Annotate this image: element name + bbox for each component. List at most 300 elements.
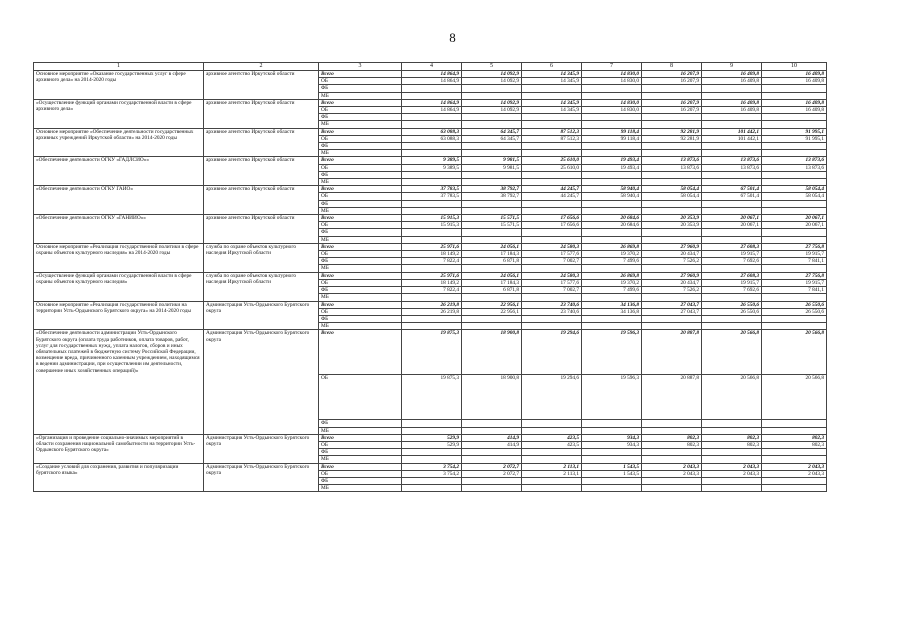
funding-source-label: Всего: [319, 186, 402, 193]
amount-cell: [582, 315, 642, 322]
amount-cell: 20 067,1: [702, 222, 762, 229]
funding-source-label: ФБ: [319, 449, 402, 456]
funding-source-label: МБ: [319, 265, 402, 272]
amount-cell: 529,9: [402, 434, 462, 441]
amount-cell: [702, 121, 762, 128]
amount-cell: [702, 323, 762, 330]
amount-cell: 14 345,9: [522, 107, 582, 114]
amount-cell: 7 526,2: [642, 258, 702, 265]
activity-name: Основное мероприятие «Оказание государственных услуг в сфере архивного дела» на 2014-2020 годы: [34, 71, 204, 100]
amount-cell: 99 118,4: [582, 128, 642, 135]
amount-cell: 26 219,8: [402, 308, 462, 315]
amount-cell: 1 543,5: [582, 470, 642, 477]
amount-cell: [462, 427, 522, 434]
executor-name: Администрация Усть-Ордынского Бурятского округа: [204, 434, 319, 463]
amount-cell: 38 792,7: [462, 186, 522, 193]
table-row: [34, 157, 827, 164]
amount-cell: [462, 150, 522, 157]
executor-name: архивное агентство Иркутской области: [204, 186, 319, 215]
table-row: [34, 186, 827, 193]
column-header: 10: [762, 63, 827, 71]
activity-name: «Организация и проведение социально-значимых мероприятий в области сохранения национальной самобытности на территории Усть-Ордынского Бурятского округа»: [34, 434, 204, 463]
amount-cell: 34 136,8: [582, 301, 642, 308]
column-header: 7: [582, 63, 642, 71]
amount-cell: [642, 179, 702, 186]
executor-name: Администрация Усть-Ордынского Бурятского округа: [204, 301, 319, 330]
amount-cell: 101 442,1: [702, 128, 762, 135]
funding-source-label: ОБ: [319, 222, 402, 229]
amount-cell: 2 043,3: [702, 470, 762, 477]
amount-cell: 2 043,3: [642, 463, 702, 470]
amount-cell: 7 002,7: [522, 287, 582, 294]
amount-cell: 58 054,4: [762, 193, 827, 200]
amount-cell: 16 409,8: [702, 107, 762, 114]
amount-cell: 14 092,9: [462, 99, 522, 106]
amount-cell: [402, 485, 462, 492]
amount-cell: [702, 427, 762, 434]
executor-name: служба по охране объектов культурного наследия Иркутской области: [204, 272, 319, 301]
amount-cell: 20 887,8: [642, 330, 702, 375]
funding-source-label: МБ: [319, 179, 402, 186]
amount-cell: 14 345,9: [522, 78, 582, 85]
header-row: [34, 63, 827, 71]
amount-cell: [462, 171, 522, 178]
amount-cell: 27 043,7: [642, 301, 702, 308]
amount-cell: [702, 265, 762, 272]
amount-cell: 22 956,1: [462, 308, 522, 315]
amount-cell: 802,3: [642, 434, 702, 441]
amount-cell: [402, 121, 462, 128]
amount-cell: 25 971,6: [402, 243, 462, 250]
amount-cell: [582, 323, 642, 330]
amount-cell: 58 054,4: [762, 186, 827, 193]
funding-source-label: ФБ: [319, 200, 402, 207]
amount-cell: 20 067,1: [762, 222, 827, 229]
amount-cell: [702, 200, 762, 207]
amount-cell: [642, 420, 702, 427]
amount-cell: [762, 294, 827, 301]
amount-cell: 19 915,7: [702, 279, 762, 286]
amount-cell: [462, 323, 522, 330]
column-header: 2: [204, 63, 319, 71]
amount-cell: 414,9: [462, 441, 522, 448]
amount-cell: 1 543,5: [582, 463, 642, 470]
funding-source-label: ФБ: [319, 287, 402, 294]
amount-cell: [582, 114, 642, 121]
table-row: [34, 301, 827, 308]
executor-name: архивное агентство Иркутской области: [204, 215, 319, 244]
funding-source-label: МБ: [319, 92, 402, 99]
amount-cell: 64 345,7: [462, 128, 522, 135]
amount-cell: 16 207,9: [642, 78, 702, 85]
amount-cell: [402, 200, 462, 207]
amount-cell: [462, 420, 522, 427]
amount-cell: [522, 427, 582, 434]
column-header: 5: [462, 63, 522, 71]
amount-cell: 24 580,3: [522, 272, 582, 279]
amount-cell: [462, 179, 522, 186]
amount-cell: [642, 171, 702, 178]
amount-cell: 67 501,4: [702, 193, 762, 200]
amount-cell: [522, 171, 582, 178]
amount-cell: [582, 92, 642, 99]
amount-cell: 3 754,2: [402, 470, 462, 477]
funding-source-label: ОБ: [319, 441, 402, 448]
amount-cell: [642, 323, 702, 330]
amount-cell: 16 409,8: [762, 71, 827, 78]
amount-cell: [642, 427, 702, 434]
amount-cell: [702, 179, 762, 186]
amount-cell: 87 512,3: [522, 128, 582, 135]
column-header: 8: [642, 63, 702, 71]
table-row: [34, 272, 827, 279]
funding-source-label: Всего: [319, 157, 402, 164]
amount-cell: [522, 449, 582, 456]
amount-cell: 44 245,7: [522, 186, 582, 193]
amount-cell: 20 353,9: [642, 215, 702, 222]
amount-cell: 802,3: [762, 441, 827, 448]
amount-cell: 20 067,1: [702, 215, 762, 222]
amount-cell: [522, 315, 582, 322]
amount-cell: 20 353,9: [642, 222, 702, 229]
amount-cell: [702, 456, 762, 463]
amount-cell: [762, 92, 827, 99]
amount-cell: 17 577,6: [522, 251, 582, 258]
amount-cell: [522, 456, 582, 463]
funding-source-label: Всего: [319, 71, 402, 78]
amount-cell: [462, 265, 522, 272]
amount-cell: 16 409,8: [762, 99, 827, 106]
amount-cell: 27 960,9: [642, 243, 702, 250]
amount-cell: 24 056,1: [462, 272, 522, 279]
amount-cell: 24 056,1: [462, 243, 522, 250]
amount-cell: 7 841,1: [762, 287, 827, 294]
amount-cell: 34 136,8: [582, 308, 642, 315]
amount-cell: [582, 207, 642, 214]
amount-cell: 20 566,8: [702, 330, 762, 375]
amount-cell: 19 294,6: [522, 375, 582, 420]
amount-cell: [702, 207, 762, 214]
amount-cell: 16 409,8: [702, 71, 762, 78]
amount-cell: 44 245,7: [522, 193, 582, 200]
amount-cell: 529,9: [402, 441, 462, 448]
amount-cell: 20 434,7: [642, 279, 702, 286]
amount-cell: 16 207,9: [642, 71, 702, 78]
funding-source-label: ФБ: [319, 229, 402, 236]
amount-cell: 423,5: [522, 441, 582, 448]
amount-cell: [402, 179, 462, 186]
amount-cell: 15 571,5: [462, 222, 522, 229]
amount-cell: [762, 456, 827, 463]
funding-source-label: Всего: [319, 215, 402, 222]
funding-source-label: Всего: [319, 99, 402, 106]
amount-cell: 13 873,6: [762, 157, 827, 164]
amount-cell: [582, 143, 642, 150]
amount-cell: [462, 449, 522, 456]
amount-cell: [582, 229, 642, 236]
amount-cell: [462, 229, 522, 236]
amount-cell: [762, 427, 827, 434]
table-row: [34, 463, 827, 470]
amount-cell: [762, 265, 827, 272]
amount-cell: 6 871,8: [462, 258, 522, 265]
amount-cell: [762, 236, 827, 243]
amount-cell: 15 915,3: [402, 222, 462, 229]
amount-cell: 20 684,6: [582, 215, 642, 222]
amount-cell: [702, 477, 762, 484]
amount-cell: [762, 207, 827, 214]
amount-cell: 99 118,4: [582, 135, 642, 142]
amount-cell: 13 873,6: [702, 164, 762, 171]
activity-name: «Обеспечение деятельности ОГКУ ГАИО»: [34, 186, 204, 215]
amount-cell: [402, 323, 462, 330]
page-number: 8: [449, 30, 456, 45]
amount-cell: 18 900,8: [462, 330, 522, 375]
amount-cell: 9 389,5: [402, 164, 462, 171]
amount-cell: [762, 229, 827, 236]
amount-cell: [642, 265, 702, 272]
amount-cell: 14 092,9: [462, 78, 522, 85]
funding-source-label: ОБ: [319, 279, 402, 286]
amount-cell: 934,3: [582, 441, 642, 448]
amount-cell: 3 754,2: [402, 463, 462, 470]
funding-source-label: ОБ: [319, 251, 402, 258]
amount-cell: 92 281,9: [642, 135, 702, 142]
amount-cell: [642, 207, 702, 214]
amount-cell: [522, 477, 582, 484]
amount-cell: [402, 143, 462, 150]
amount-cell: [702, 420, 762, 427]
amount-cell: [702, 143, 762, 150]
amount-cell: [462, 200, 522, 207]
funding-source-label: МБ: [319, 427, 402, 434]
amount-cell: [582, 420, 642, 427]
table-row: [34, 128, 827, 135]
amount-cell: 19 370,2: [582, 279, 642, 286]
funding-source-label: МБ: [319, 150, 402, 157]
amount-cell: 20 684,6: [582, 222, 642, 229]
amount-cell: [522, 229, 582, 236]
amount-cell: 17 184,3: [462, 279, 522, 286]
amount-cell: 20 566,8: [762, 330, 827, 375]
amount-cell: [462, 294, 522, 301]
amount-cell: 14 864,9: [402, 107, 462, 114]
funding-source-label: МБ: [319, 207, 402, 214]
amount-cell: 16 409,8: [702, 99, 762, 106]
amount-cell: 16 409,8: [702, 78, 762, 85]
amount-cell: 7 499,6: [582, 258, 642, 265]
amount-cell: 19 493,4: [582, 157, 642, 164]
funding-source-label: ФБ: [319, 315, 402, 322]
activity-name: Основное мероприятие «Обеспечение деятельности государственных архивных учреждений Иркутской области» на 2014-2020 годы: [34, 128, 204, 157]
amount-cell: 14 092,9: [462, 107, 522, 114]
amount-cell: 26 550,6: [762, 308, 827, 315]
amount-cell: 18 149,2: [402, 251, 462, 258]
amount-cell: [522, 179, 582, 186]
amount-cell: [522, 485, 582, 492]
amount-cell: [762, 315, 827, 322]
funding-source-label: ОБ: [319, 164, 402, 171]
amount-cell: [702, 171, 762, 178]
table-row: [34, 99, 827, 106]
funding-source-label: МБ: [319, 323, 402, 330]
column-header: 3: [319, 63, 402, 71]
amount-cell: 25 971,6: [402, 272, 462, 279]
amount-cell: [582, 427, 642, 434]
activity-name: Основное мероприятие «Реализация государственной политики в сфере охраны объектов культурного наследия» на 2014-2020 годы: [34, 243, 204, 272]
amount-cell: [642, 236, 702, 243]
activity-name: «Обеспечение деятельности администрации Усть-Ордынского Бурятского округа (оплата труда работников, оплата товаров, работ, услуг для государственных нужд, уплата налогов, сборов и иных обязательных платежей в бюджетную систему Российской Федерации, возмещение вреда, причиненного казенным учреждением, находящимся в ведении администрации, при осуществлении им деятельности, совершение иных хозяйственных операций)»: [34, 330, 204, 434]
table-row: [34, 215, 827, 222]
amount-cell: 934,3: [582, 434, 642, 441]
amount-cell: [402, 236, 462, 243]
amount-cell: 20 887,8: [642, 375, 702, 420]
amount-cell: [522, 207, 582, 214]
amount-cell: [642, 315, 702, 322]
amount-cell: 6 871,8: [462, 287, 522, 294]
amount-cell: [582, 85, 642, 92]
amount-cell: 9 389,5: [402, 157, 462, 164]
amount-cell: [402, 85, 462, 92]
amount-cell: [402, 420, 462, 427]
amount-cell: [462, 485, 522, 492]
amount-cell: 27 043,7: [642, 308, 702, 315]
amount-cell: [462, 114, 522, 121]
amount-cell: 19 294,6: [522, 330, 582, 375]
amount-cell: [462, 121, 522, 128]
executor-name: служба по охране объектов культурного наследия Иркутской области: [204, 243, 319, 272]
amount-cell: 37 783,5: [402, 186, 462, 193]
amount-cell: 17 577,6: [522, 279, 582, 286]
amount-cell: [702, 85, 762, 92]
amount-cell: 91 995,1: [762, 135, 827, 142]
amount-cell: [522, 236, 582, 243]
amount-cell: 92 281,9: [642, 128, 702, 135]
amount-cell: 23 740,6: [522, 308, 582, 315]
amount-cell: [702, 315, 762, 322]
amount-cell: 23 740,6: [522, 301, 582, 308]
amount-cell: 13 873,6: [642, 164, 702, 171]
amount-cell: 16 207,9: [642, 107, 702, 114]
amount-cell: [522, 121, 582, 128]
amount-cell: [402, 229, 462, 236]
amount-cell: [642, 85, 702, 92]
amount-cell: 18 900,8: [462, 375, 522, 420]
amount-cell: 423,5: [522, 434, 582, 441]
amount-cell: 27 608,3: [702, 272, 762, 279]
amount-cell: 26 219,8: [402, 301, 462, 308]
activity-name: Основное мероприятие «Реализация государственной политики на территории Усть-Ордынского Бурятского округа» на 2014-2020 годы: [34, 301, 204, 330]
amount-cell: 91 995,1: [762, 128, 827, 135]
amount-cell: 17 184,3: [462, 251, 522, 258]
amount-cell: [762, 485, 827, 492]
amount-cell: 15 571,5: [462, 215, 522, 222]
amount-cell: 7 002,7: [522, 258, 582, 265]
amount-cell: [522, 420, 582, 427]
amount-cell: [522, 85, 582, 92]
amount-cell: [702, 150, 762, 157]
amount-cell: [642, 477, 702, 484]
activity-name: «Обеспечение деятельности ОГКУ «ГАДЛСИО»»: [34, 157, 204, 186]
amount-cell: 2 043,3: [762, 470, 827, 477]
amount-cell: [762, 477, 827, 484]
executor-name: архивное агентство Иркутской области: [204, 157, 319, 186]
amount-cell: 27 756,8: [762, 272, 827, 279]
funding-source-label: ФБ: [319, 171, 402, 178]
amount-cell: [402, 92, 462, 99]
amount-cell: 14 830,0: [582, 78, 642, 85]
amount-cell: 2 043,3: [762, 463, 827, 470]
amount-cell: 26 550,6: [702, 301, 762, 308]
amount-cell: 7 499,6: [582, 287, 642, 294]
amount-cell: [462, 315, 522, 322]
column-header: 1: [34, 63, 204, 71]
amount-cell: [642, 456, 702, 463]
amount-cell: 802,3: [702, 434, 762, 441]
amount-cell: [582, 485, 642, 492]
amount-cell: [582, 456, 642, 463]
amount-cell: 14 092,9: [462, 71, 522, 78]
amount-cell: [762, 420, 827, 427]
amount-cell: 9 981,5: [462, 157, 522, 164]
amount-cell: [402, 315, 462, 322]
amount-cell: 9 981,5: [462, 164, 522, 171]
amount-cell: 27 608,3: [702, 243, 762, 250]
funding-source-label: ФБ: [319, 114, 402, 121]
amount-cell: 58 940,4: [582, 193, 642, 200]
amount-cell: 63 088,3: [402, 128, 462, 135]
amount-cell: 26 550,6: [702, 308, 762, 315]
column-header: 9: [702, 63, 762, 71]
amount-cell: [522, 294, 582, 301]
funding-source-label: Всего: [319, 128, 402, 135]
amount-cell: 414,9: [462, 434, 522, 441]
amount-cell: 7 526,2: [642, 287, 702, 294]
amount-cell: 19 370,2: [582, 251, 642, 258]
amount-cell: [402, 477, 462, 484]
amount-cell: 58 054,4: [642, 186, 702, 193]
amount-cell: 38 792,7: [462, 193, 522, 200]
executor-name: архивное агентство Иркутской области: [204, 99, 319, 128]
amount-cell: [462, 456, 522, 463]
amount-cell: 20 566,8: [702, 375, 762, 420]
amount-cell: [462, 207, 522, 214]
amount-cell: [642, 200, 702, 207]
amount-cell: [522, 265, 582, 272]
amount-cell: [762, 200, 827, 207]
amount-cell: 27 960,9: [642, 272, 702, 279]
amount-cell: 37 783,5: [402, 193, 462, 200]
amount-cell: [762, 171, 827, 178]
funding-source-label: Всего: [319, 330, 402, 375]
executor-name: Администрация Усть-Ордынского Бурятского округа: [204, 330, 319, 434]
amount-cell: 101 442,1: [702, 135, 762, 142]
amount-cell: 19 915,7: [702, 251, 762, 258]
amount-cell: 13 873,6: [762, 164, 827, 171]
amount-cell: 2 072,7: [462, 463, 522, 470]
amount-cell: 13 873,6: [702, 157, 762, 164]
table-row: [34, 434, 827, 441]
amount-cell: 2 113,1: [522, 470, 582, 477]
amount-cell: [522, 150, 582, 157]
amount-cell: [522, 200, 582, 207]
table-row: [34, 243, 827, 250]
amount-cell: 19 915,7: [762, 251, 827, 258]
amount-cell: [642, 114, 702, 121]
amount-cell: 63 088,3: [402, 135, 462, 142]
amount-cell: 802,3: [702, 441, 762, 448]
amount-cell: [462, 236, 522, 243]
